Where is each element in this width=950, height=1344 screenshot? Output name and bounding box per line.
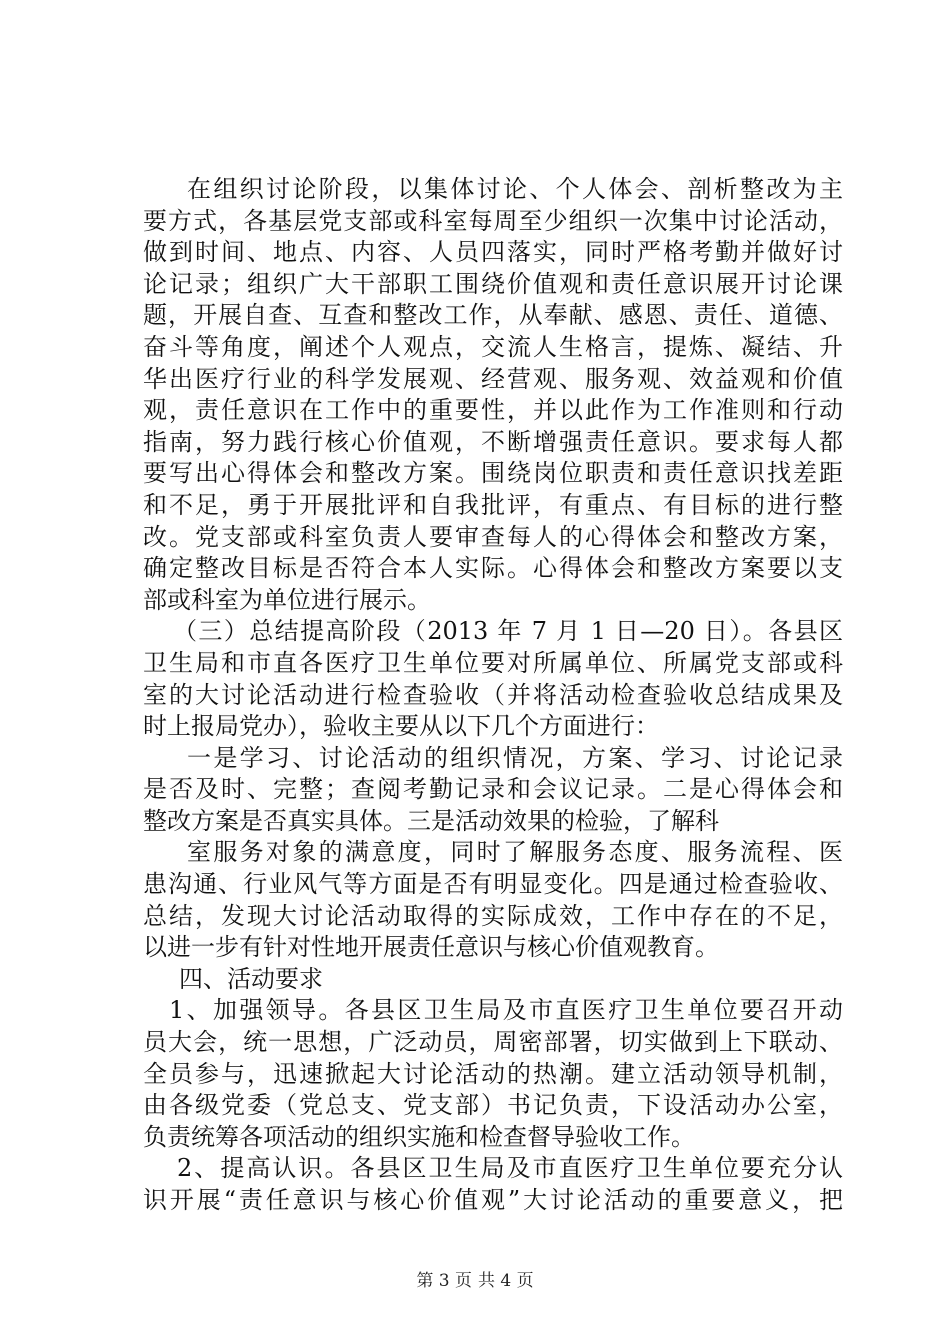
text-line: 是否及时、完整；查阅考勤记录和会议记录。二是心得体会和 — [143, 775, 843, 804]
text-line: 患沟通、行业风气等方面是否有明显变化。四是通过检查验收、 — [143, 870, 843, 899]
text-line: 卫生局和市直各医疗卫生单位要对所属单位、所属党支部或科 — [143, 648, 843, 677]
text-line: 1、加强领导。各县区卫生局及市直医疗卫生单位要召开动 — [169, 996, 843, 1025]
text-line: 论记录；组织广大干部职工围绕价值观和责任意识展开讨论课 — [143, 269, 843, 298]
page-footer — [0, 1266, 950, 1291]
text-line: 识开展“责任意识与核心价值观”大讨论活动的重要意义，把 — [143, 1186, 843, 1214]
text-line: 一是学习、讨论活动的组织情况，方案、学习、讨论记录 — [187, 743, 843, 772]
text-line: 由各级党委（党总支、党支部）书记负责，下设活动办公室， — [143, 1091, 843, 1120]
page-number: 第 3 页 — [416, 1271, 472, 1291]
text-line: 总结，发现大讨论活动取得的实际成效，工作中存在的不足， — [143, 901, 843, 930]
text-line: 奋斗等角度，阐述个人观点，交流人生格言，提炼、凝结、升 — [143, 332, 843, 361]
text-line: 改。党支部或科室负责人要审查每人的心得体会和整改方案， — [143, 522, 843, 551]
text-line: 做到时间、地点、内容、人员四落实，同时严格考勤并做好讨 — [143, 238, 843, 267]
text-line: 整改方案是否真实具体。三是活动效果的检验，了解科 — [143, 806, 719, 835]
text-line: 华出医疗行业的科学发展观、经营观、服务观、效益观和价值 — [143, 364, 843, 393]
text-line: 在组织讨论阶段，以集体讨论、个人体会、剖析整改为主 — [187, 175, 843, 203]
text-line: 要方式，各基层党支部或科室每周至少组织一次集中讨论活动， — [143, 206, 843, 235]
text-line: 2、提高认识。各县区卫生局及市直医疗卫生单位要充分认 — [177, 1154, 843, 1183]
text-line: 全员参与，迅速掀起大讨论活动的热潮。建立活动领导机制， — [143, 1059, 843, 1088]
text-line: 室服务对象的满意度，同时了解服务态度、服务流程、医 — [187, 838, 843, 867]
text-line: （三）总结提高阶段（2013 年 7 月 1 日—20 日）。各县区 — [173, 617, 843, 646]
text-line: 指南，努力践行核心价值观，不断增强责任意识。要求每人都 — [143, 427, 843, 456]
page-total: 共 4 页 — [478, 1271, 534, 1291]
text-line: 以进一步有针对性地开展责任意识与核心价值观教育。 — [143, 933, 719, 962]
text-line: 员大会，统一思想，广泛动员，周密部署，切实做到上下联动、 — [143, 1028, 843, 1057]
text-line: 时上报局党办），验收主要从以下几个方面进行： — [143, 712, 659, 741]
text-line: 要写出心得体会和整改方案。围绕岗位职责和责任意识找差距 — [143, 459, 843, 488]
text-line: 和不足，勇于开展批评和自我批评，有重点、有目标的进行整 — [143, 490, 843, 519]
text-line: 四、活动要求 — [179, 964, 323, 993]
document-body — [143, 174, 843, 1217]
text-line: 题，开展自查、互查和整改工作，从奉献、感恩、责任、道德、 — [143, 301, 843, 330]
text-line: 确定整改目标是否符合本人实际。心得体会和整改方案要以支 — [143, 554, 843, 583]
text-line: 观，责任意识在工作中的重要性，并以此作为工作准则和行动 — [143, 396, 843, 425]
text-line: 部或科室为单位进行展示。 — [143, 585, 431, 614]
text-line: 室的大讨论活动进行检查验收（并将活动检查验收总结成果及 — [143, 680, 843, 709]
text-line: 负责统筹各项活动的组织实施和检查督导验收工作。 — [143, 1122, 695, 1151]
